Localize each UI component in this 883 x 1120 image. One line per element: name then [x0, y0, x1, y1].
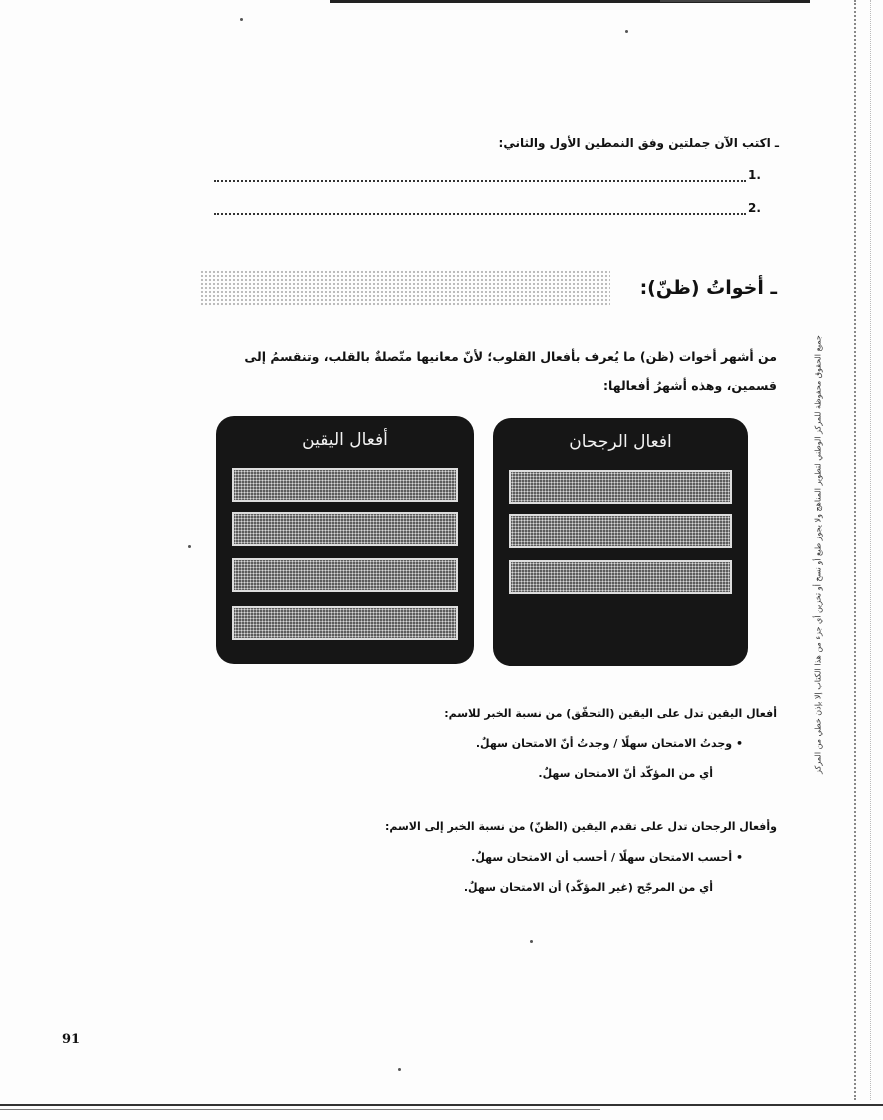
certainty-verb-slot: [232, 558, 458, 592]
probability-verb-slot: [509, 514, 732, 548]
line-number-2: 2.: [748, 201, 761, 215]
section-title: ـ أخواتُ (ظنّ):: [639, 277, 777, 299]
probability-rule: وأفعال الرجحان تدل على تقدم اليقين (الظنّ) من نسبة الخبر إلى الاسم:: [384, 820, 777, 833]
copyright-text: جميع الحقوق محفوظة للمركز الوطني لتطوير المناهج ولا يجوز طبع أو نسخ أو تخزين أي جزء من هذا الكتاب إلا بإذن خطي من المركز: [813, 335, 823, 774]
certainty-verb-slot: [232, 468, 458, 502]
certainty-rule: أفعال اليقين تدل على اليقين (التحقّق) من نسبة الخبر للاسم:: [444, 707, 777, 720]
binding-margin: [854, 0, 871, 1100]
certainty-verb-slot: [232, 606, 458, 640]
scan-speck: [188, 545, 191, 548]
bottom-rule-thin: [0, 1109, 600, 1110]
bottom-rule: [0, 1104, 883, 1106]
certainty-verbs-box: [216, 416, 474, 664]
scan-speck: [240, 18, 243, 21]
heading-shading: [200, 270, 610, 306]
probability-verb-slot: [509, 470, 732, 504]
certainty-meaning: أي من المؤكّد أنّ الامتحان سهلٌ.: [538, 767, 713, 780]
page-number: 91: [62, 1032, 81, 1047]
certainty-box-title: أفعال اليقين: [302, 430, 388, 450]
probability-meaning: أي من المرجّح (غير المؤكّد) أن الامتحان سهلٌ.: [463, 881, 713, 894]
exercise-instruction: ـ اكتب الآن جملتين وفق النمطين الأول والثاني:: [498, 136, 779, 150]
certainty-verb-slot: [232, 512, 458, 546]
scan-speck: [398, 1068, 401, 1071]
probability-verbs-box: [493, 418, 748, 666]
answer-line-2[interactable]: [214, 213, 746, 215]
intro-paragraph: من أشهر أخوات (ظن) ما يُعرف بأفعال القلوب؛ لأنّ معانيها متّصلةٌ بالقلب، وتنقسمُ إلى قسمين، وهذه أشهرُ أفعالها:: [244, 349, 777, 393]
copyright-sidebar: [808, 200, 828, 920]
top-rule-short: [660, 0, 770, 2]
certainty-example: • وجدتُ الامتحان سهلًا / وجدتُ أنّ الامتحان سهلٌ.: [475, 737, 743, 750]
answer-line-1[interactable]: [214, 180, 746, 182]
line-number-1: 1.: [748, 168, 761, 182]
probability-box-title: افعال الرجحان: [569, 432, 672, 452]
probability-example: • أحسب الامتحان سهلًا / أحسب أن الامتحان سهلٌ.: [471, 851, 743, 864]
probability-verb-slot: [509, 560, 732, 594]
scan-speck: [530, 940, 533, 943]
scan-speck: [625, 30, 628, 33]
